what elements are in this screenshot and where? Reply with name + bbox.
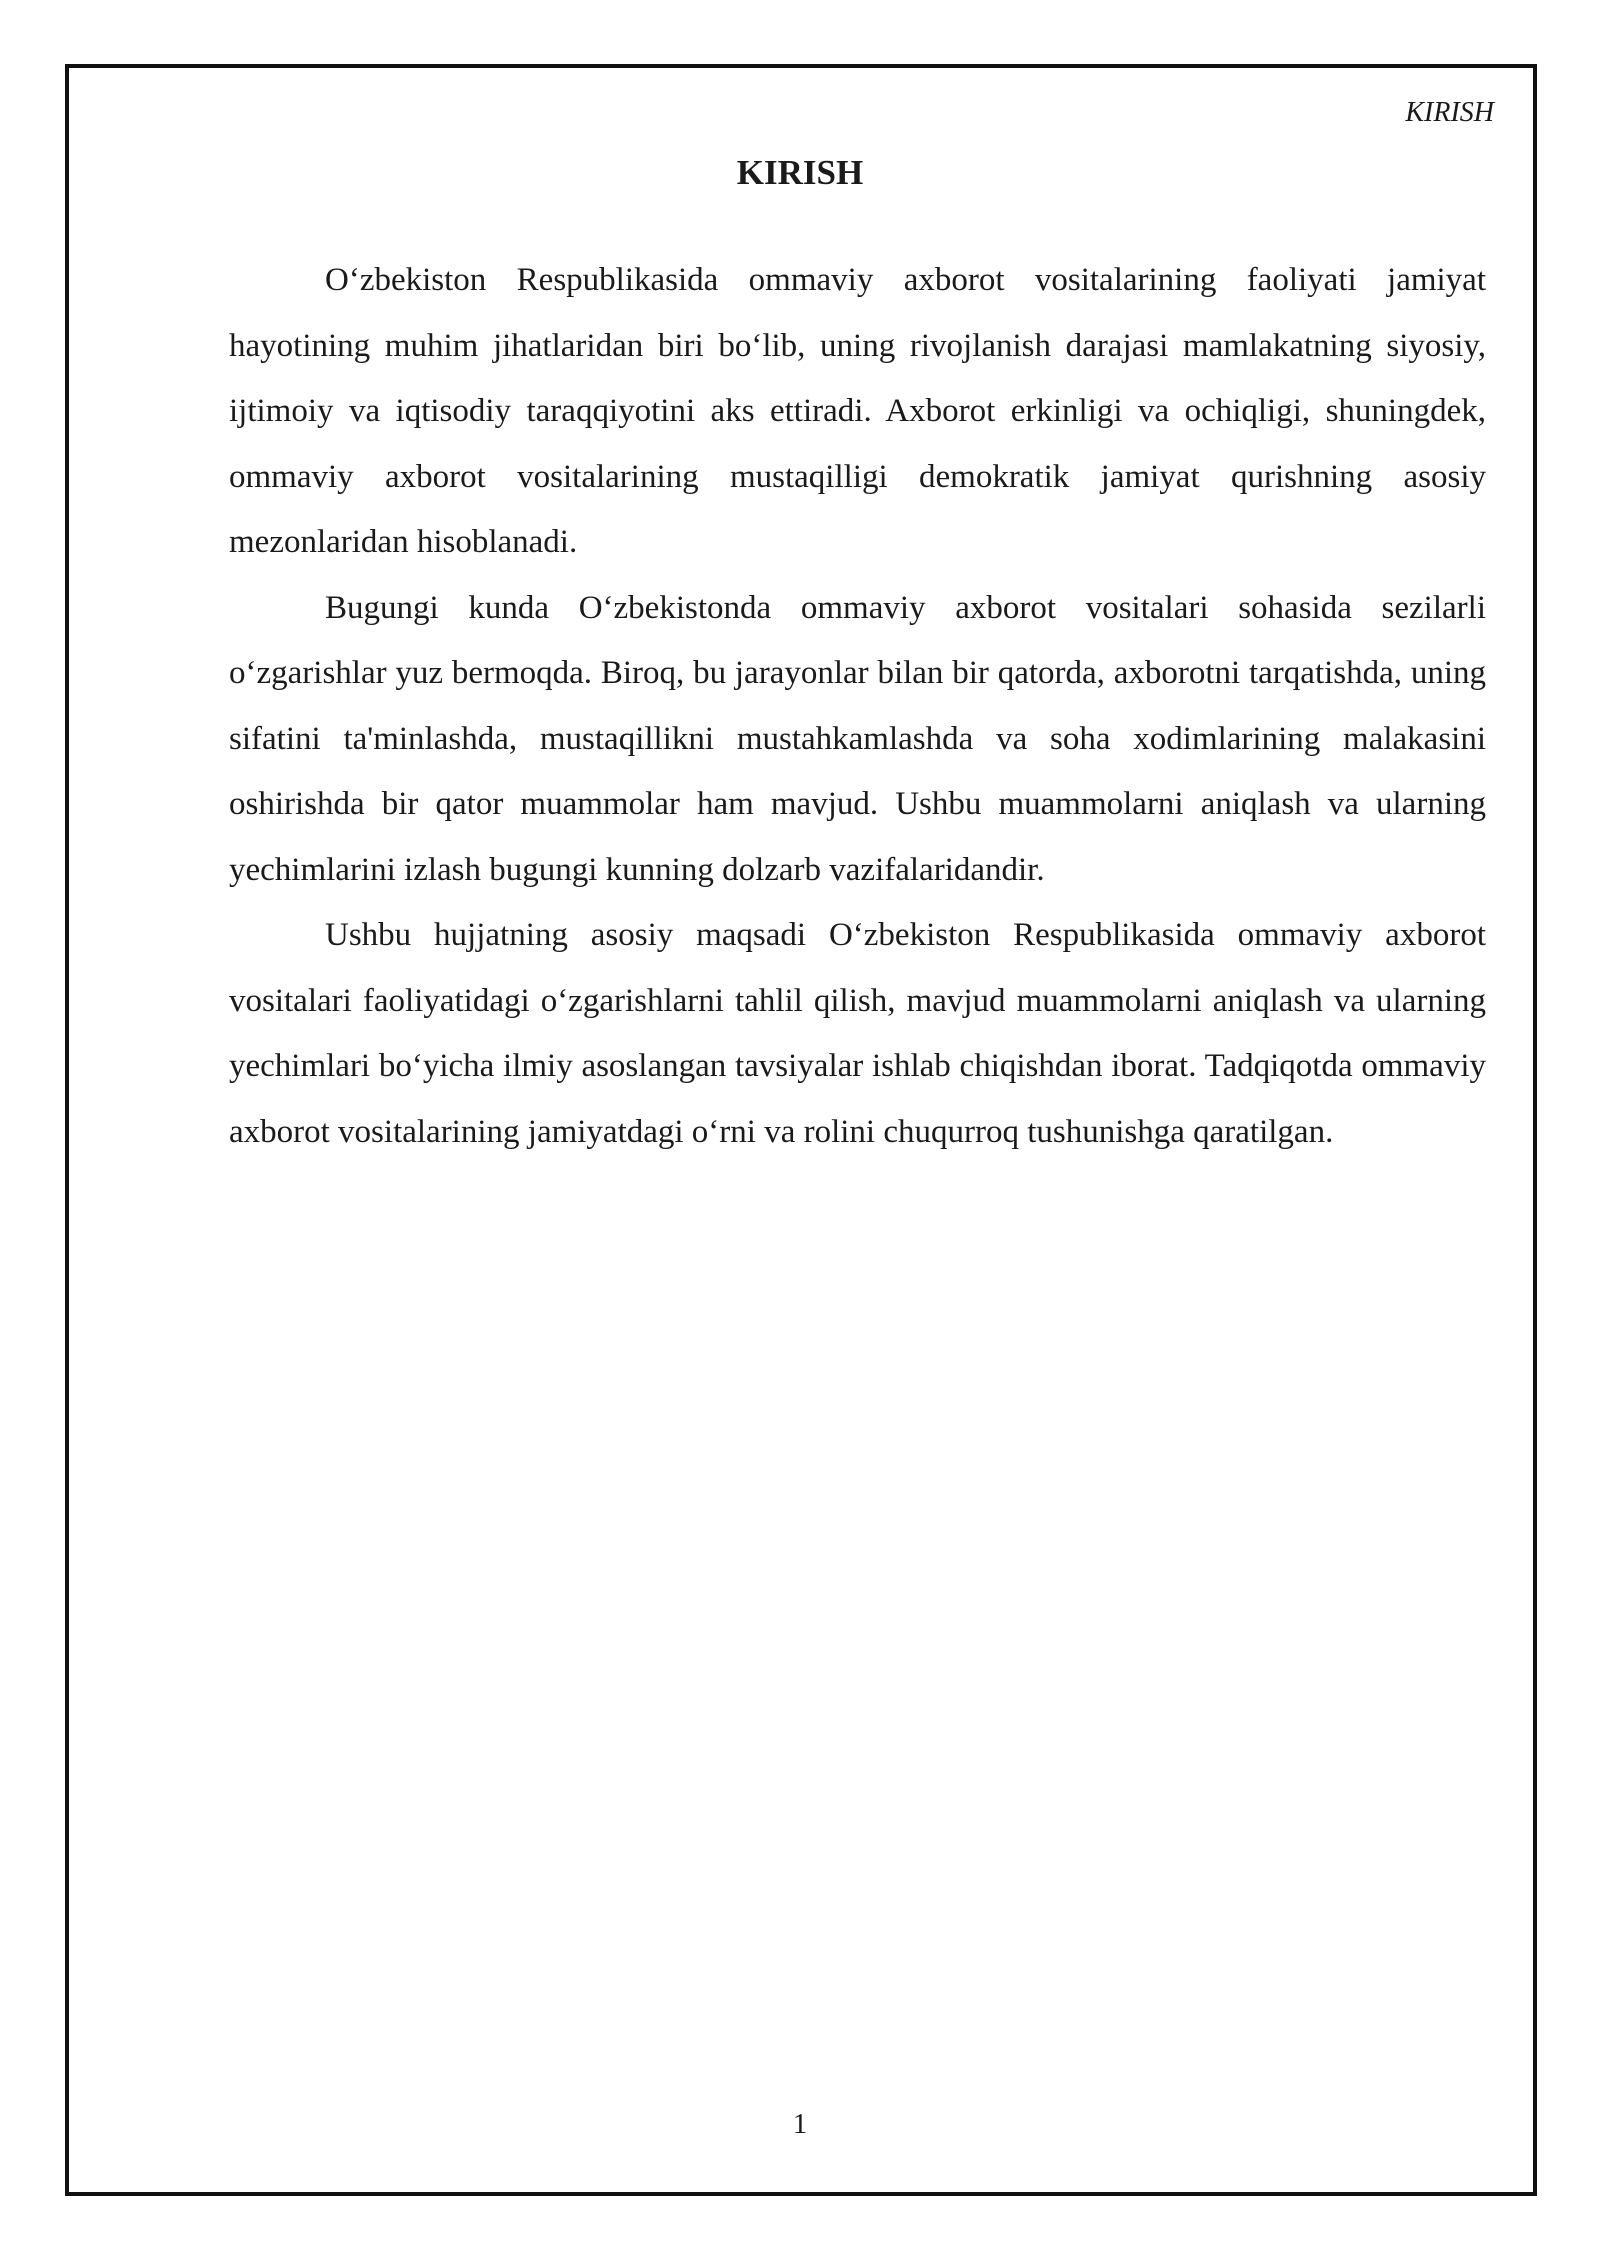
document-body <box>229 248 1486 1165</box>
page-title: KIRISH <box>736 153 864 192</box>
paragraph-3: Ushbu hujjatning asosiy maqsadi O‘zbekiston Respublikasida ommaviy axborot vositalari faoliyatidagi o‘zgarishlarni tahlil qilish, mavjud muammolarni aniqlash va ularning yechimlari bo‘yicha ilmiy asoslangan tavsiyalar ishlab chiqishdan iborat. Tadqiqotda ommaviy axborot vositalarining jamiyatdagi o‘rni va rolini chuqurroq tushunishga qaratilgan. <box>229 917 1486 1150</box>
paragraph-1: O‘zbekiston Respublikasida ommaviy axborot vositalarining faoliyati jamiyat hayotining muhim jihatlaridan biri bo‘lib, uning rivojlanish darajasi mamlakatning siyosiy, ijtimoiy va iqtisodiy taraqqiyotini aks ettiradi. Axborot erkinligi va ochiqligi, shuningdek, ommaviy axborot vositalarining mustaqilligi demokratik jamiyat qurishning asosiy mezonlaridan hisoblanadi. <box>229 262 1486 560</box>
running-header: KIRISH <box>1405 97 1494 128</box>
paragraph-2: Bugungi kunda O‘zbekistonda ommaviy axborot vositalari sohasida sezilarli o‘zgarishlar yuz bermoqda. Biroq, bu jarayonlar bilan bir qatorda, axborotni tarqatishda, uning sifatini ta'minlashda, mustaqillikni mustahkamlashda va soha xodimlarining malakasini oshirishda bir qator muammolar ham mavjud. Ushbu muammolarni aniqlash va ularning yechimlarini izlash bugungi kunning dolzarb vazifalaridandir. <box>229 589 1486 888</box>
page-number: 1 <box>792 2108 808 2140</box>
